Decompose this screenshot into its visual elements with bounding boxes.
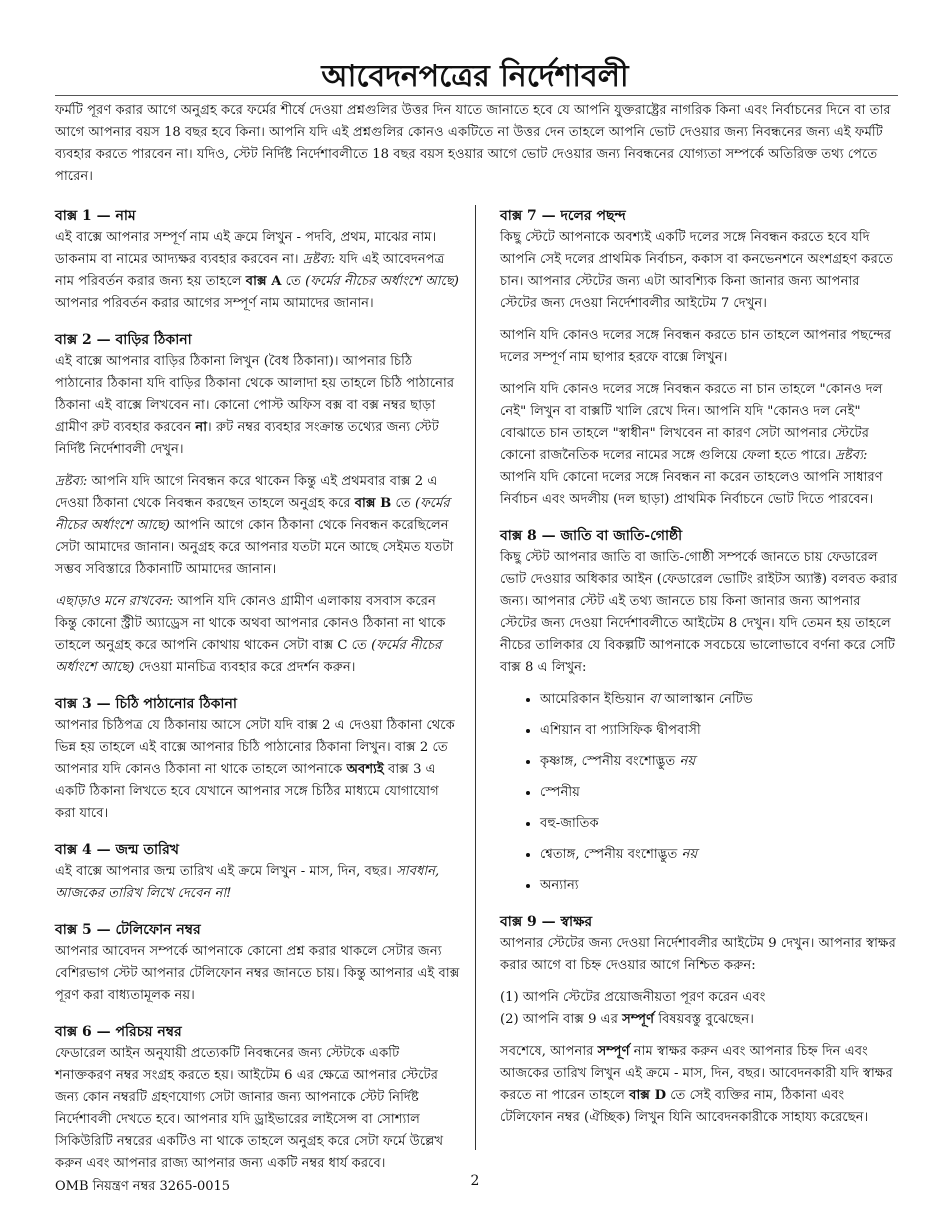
text-run: (ফর্মের নীচের অর্ধাংশে আছে): [55, 496, 450, 533]
text-run: বাক্স D: [629, 1088, 667, 1103]
text-run: ফর্মটি পূরণ করার আগে অনুগ্রহ করে ফর্মের শীর্ষে দেওয়া প্রশ্নগুলির উত্তর দিন যাতে জানাতে হবে যে আপনি যুক্তরাষ্ট্রের নাগরিক কিনা এবং নির্বাচনের দিনে বা তার আগে আপনার বয়স 18 বছর হবে কিনা। আপনি যদি এই প্রশ্নগুলির কোনও একটিতে না উত্তর দেন তাহলে আপনি ভোট দেওয়ার জন্য নিবন্ধনের জন্য এই ফর্মটি ব্যবহার করতে পারবেন না। যদিও, স্টেট নির্দিষ্ট নির্দেশাবলীতে 18 বছর বয়স হওয়ার আগে ভোট দেওয়ার জন্য নিবন্ধনের যোগ্যতা সম্পর্কে অতিরিক্ত তথ্য পেতে পারেন।: [55, 103, 891, 184]
left-column: [55, 205, 460, 1189]
text-run: কৃষ্ণাঙ্গ, স্পেনীয় বংশোদ্ভুত: [540, 754, 680, 769]
section-paragraph: [55, 715, 460, 825]
race-options-list: [500, 689, 898, 897]
section-box-right-1: [500, 525, 898, 897]
section-paragraph: [55, 471, 460, 581]
section-box-left-1: [55, 329, 460, 679]
text-run: এই বাক্সে আপনার সম্পূর্ণ নাম এই ক্রমে লিখুন - পদবি, প্রথম, মাঝের নাম। ডাকনাম বা নামের আদ্যক্ষর ব্যবহার করবেন না।: [55, 230, 437, 267]
text-run: ফেডারেল আইন অনুযায়ী প্রত্যেকটি নিবন্ধনের জন্য স্টেটকে একটি শনাক্তকরণ নম্বর সংগ্রহ করতে হয়। আইটেম 6 এর ক্ষেত্রে আপনার স্টেটের জন্য কোন নম্বরটি গ্রহণযোগ্য সেটা জানার জন্য আপনাকে স্টেট নির্দিষ্ট নির্দেশাবলী দেখতে হবে। আপনার যদি ড্রাইভারের লাইসেন্স বা সোশ্যাল সিকিউরিটি নম্বরের একটিও না থাকে তাহলে অনুগ্রহ করে সেটা ফর্মে উল্লেখ করুন এবং আপনার রাজ্য আপনার জন্য একটি নম্বর ধার্য করবে।: [55, 1046, 444, 1171]
text-run: বাক্স B: [354, 496, 392, 511]
text-run: কিছু স্টেটে আপনাকে অবশ্যই একটি দলের সঙ্গে নিবন্ধন করতে হবে যদি আপনি সেই দলের প্রাথমিক নির্বাচন, ককাস বা কনভেনশনে অংশগ্রহণ করতে চান। আপনার স্টেটের জন্য এটা আবশ্যিক কিনা জানার জন্য আপনার স্টেটের জন্য দেওয়া নির্দেশাবলীর আইটেম 7 দেখুন।: [500, 230, 894, 311]
list-item: [540, 875, 898, 897]
list-item: [540, 782, 898, 804]
section-box-left-5: [55, 1021, 460, 1175]
text-run: (ফর্মের নীচের অর্ধাংশে আছে): [55, 638, 442, 675]
section-paragraph: [55, 1043, 460, 1175]
text-run: (2) আপনি বাক্স 9 এর: [500, 1012, 623, 1027]
list-item: [540, 689, 898, 711]
section-paragraph: [500, 325, 898, 369]
text-run: এশিয়ান বা প্যাসিফিক দ্বীপবাসী: [540, 723, 701, 738]
text-run: নাম স্বাক্ষর করুন এবং আপনার চিহ্ন দিন এবং আজকের তারিখ লিখুন এই ক্রমে - মাস, দিন, বছর। আবেদনকারী যদি স্বাক্ষর করতে না পারেন তাহলে: [500, 1044, 893, 1103]
text-run: না: [195, 420, 208, 435]
text-run: (ফর্মের নীচের অর্ধাংশে আছে): [305, 274, 459, 289]
section-box-left-3: [55, 839, 460, 905]
text-run: সম্পূর্ণ: [622, 1012, 655, 1027]
text-run: আপনার চিঠিপত্র যে ঠিকানায় আসে সেটা যদি বাক্স 2 এ দেওয়া ঠিকানা থেকে ভিন্ন হয় তাহলে এই বাক্সে আপনার চিঠি পাঠানোর ঠিকানা লিখুন। বাক্স 2 তে আপনার যদি কোনও ঠিকানা না থাকে তাহলে আপনাকে: [55, 718, 455, 777]
list-item: [540, 720, 898, 742]
text-run: কিছু স্টেট আপনার জাতি বা জাতি-গোষ্ঠী সম্পর্কে জানতে চায় ফেডারেল ভোট দেওয়ার অধিকার আইন (ফেডারেল ভোটিং রাইটস অ্যাক্ট) বলবত করার জন্য। আপনার স্টেট এই তথ্য জানতে চায় কিনা জানার জন্য আপনার স্টেটের জন্য দেওয়া নির্দেশাবলীতে আইটেম 8 দেখুন। যদি তেমন হয় তাহলে নীচের তালিকার যে বিকল্পটি আপনাকে সবচেয়ে ভালোভাবে বর্ণনা করে সেটি বাক্স 8 এ লিখুন:: [500, 550, 898, 675]
text-run: অবশ্যই: [346, 762, 384, 777]
text-run: । রুট নম্বর ব্যবহার সংক্রান্ত তথ্যের জন্য স্টেট নির্দিষ্ট নির্দেশাবলী দেখুন।: [55, 420, 439, 457]
list-item: [540, 844, 898, 866]
section-paragraph: [500, 547, 898, 679]
section-paragraph: [500, 1041, 898, 1129]
text-run: দ্রষ্টব্য:: [835, 448, 868, 463]
text-run: আমেরিকান ইন্ডিয়ান: [540, 692, 649, 707]
text-run: স্পেনীয়: [540, 785, 580, 800]
text-run: এছাড়াও মনে রাখবেন:: [55, 594, 174, 609]
text-run: আপনি যদি আগে নিবন্ধন করে থাকেন কিন্তু এই প্রথমবার বাক্স 2 এ দেওয়া ঠিকানা থেকে নিবন্ধন করছেন তাহলে অনুগ্রহ করে: [55, 474, 438, 511]
section-heading: বাক্স 5 — টেলিফোন নম্বর: [55, 922, 201, 938]
text-run: নয়: [681, 847, 698, 862]
section-heading: বাক্স 8 — জাতি বা জাতি-গোষ্ঠী: [500, 528, 683, 544]
section-heading: বাক্স 7 — দলের পছন্দ: [500, 208, 626, 224]
column-divider: [475, 205, 476, 1150]
text-run: তে সেই ব্যক্তির নাম, ঠিকানা এবং টেলিফোন নম্বর (ঐচ্ছিক) লিখুন যিনি আবেদনকারীকে সাহায্য করেছেন।: [500, 1088, 869, 1125]
text-run: শ্বেতাঙ্গ, স্পেনীয় বংশোদ্ভুত: [540, 847, 682, 862]
section-box-right-2: [500, 911, 898, 1129]
list-item: [540, 813, 898, 835]
intro-paragraph: [55, 100, 898, 188]
section-heading: বাক্স 3 — চিঠি পাঠানোর ঠিকানা: [55, 696, 237, 712]
section-box-left-0: [55, 205, 460, 315]
text-run: আপনার পরিবর্তন করার আগের সম্পূর্ণ নাম আমাদের জানান।: [55, 296, 374, 311]
text-run: বাক্স 3 এ একটি ঠিকানা লিখতে হবে যেখানে আপনার সঙ্গে চিঠির মাধ্যমে যোগাযোগ করা যাবে।: [55, 762, 439, 821]
text-run: এই বাক্সে আপনার বাড়ির ঠিকানা লিখুন (বৈধ ঠিকানা)। আপনার চিঠি পাঠানোর ঠিকানা যদি বাড়ির ঠিকানা থেকে আলাদা হয় তাহলে চিঠি পাঠানোর ঠিকানা এই বাক্সে লিখবেন না। কোনো পোস্ট অফিস বক্স বা বক্স নম্বর ছাড়া গ্রামীণ রুট ব্যবহার করবেন: [55, 354, 455, 435]
right-column: [500, 205, 898, 1143]
text-run: আপনার আবেদন সম্পর্কে আপনাকে কোনো প্রশ্ন করার থাকলে সেটার জন্য বেশিরভাগ স্টেট আপনার টেলিফোন নম্বর জানতে চায়। কিন্তু আপনার এই বাক্স পূরণ করা বাধ্যতামূলক নয়।: [55, 944, 460, 1003]
text-run: নয়: [679, 754, 696, 769]
text-run: অন্যান্য: [540, 878, 579, 893]
list-item: [540, 751, 898, 773]
text-run: আপনি যদি কোনও দলের সঙ্গে নিবন্ধন করতে না চান তাহলে "কোনও দল নেই" লিখুন বা বাক্সটি খালি রেখে দিন। আপনি যদি "কোনও দল নেই" বোঝাতে চান তাহলে "স্বাধীন" লিখবেন না কারণ সেটা আপনার স্টেটের কোনো রাজনৈতিক দলের নামের সঙ্গে গুলিয়ে ফেলা হতে পারে।: [500, 382, 883, 463]
section-paragraph: [500, 227, 898, 315]
section-heading: বাক্স 6 — পরিচয় নম্বর: [55, 1024, 182, 1040]
section-paragraph: [55, 861, 460, 905]
text-run: (1) আপনি স্টেটের প্রয়োজনীয়তা পূরণ করেন এবং: [500, 990, 766, 1005]
omb-number: OMB নিয়ন্ত্রণ নম্বর 3265-0015: [55, 1179, 231, 1194]
section-paragraph: [500, 987, 898, 1031]
text-run: এই বাক্সে আপনার জন্ম তারিখ এই ক্রমে লিখুন - মাস, দিন, বছর।: [55, 864, 397, 879]
text-run: বিষয়বস্তু বুঝেছেন।: [654, 1012, 754, 1027]
text-run: বহু-জাতিক: [540, 816, 599, 831]
section-box-right-0: [500, 205, 898, 511]
text-run: বা: [648, 692, 661, 707]
page-number: 2: [470, 1173, 480, 1189]
section-heading: বাক্স 2 — বাড়ির ঠিকানা: [55, 332, 192, 348]
text-run: দ্রষ্টব্য:: [55, 474, 88, 489]
text-run: তে: [281, 274, 306, 289]
text-run: আপনি যদি কোনো দলের সঙ্গে নিবন্ধন না করেন তাহলেও আপনি সাধারণ নির্বাচন এবং অদলীয় (দল ছাড়া) প্রাথমিক নির্বাচনে ভোট দিতে পারবেন।: [500, 470, 883, 507]
section-heading: বাক্স 4 — জন্ম তারিখ: [55, 842, 179, 858]
section-paragraph: [500, 933, 898, 977]
section-paragraph: [500, 379, 898, 511]
text-run: আপনি যদি কোনও দলের সঙ্গে নিবন্ধন করতে চান তাহলে আপনার পছন্দের দলের সম্পূর্ণ নাম ছাপার হরফে বাক্সে লিখুন।: [500, 328, 892, 365]
text-run: সম্পূর্ণ: [597, 1044, 630, 1059]
text-run: সাবধান, আজকের তারিখ লিখে দেবেন না!: [55, 864, 440, 901]
section-paragraph: [55, 941, 460, 1007]
section-heading: বাক্স 9 — স্বাক্ষর: [500, 914, 593, 930]
text-run: দ্রষ্টব্য:: [302, 252, 336, 267]
text-run: যদি এই আবেদনপত্র নাম পরিবর্তন করার জন্য হয় তাহলে: [55, 252, 445, 289]
section-heading: বাক্স 1 — নাম: [55, 208, 136, 224]
text-run: বাক্স A: [245, 274, 282, 289]
text-run: তে: [391, 496, 415, 511]
section-box-left-2: [55, 693, 460, 825]
section-paragraph: [55, 227, 460, 315]
text-run: আপনার স্টেটের জন্য দেওয়া নির্দেশাবলীর আইটেম 9 দেখুন। আপনার স্বাক্ষর করার আগে বা চিহ্ন দেওয়ার আগে নিশ্চিত করুন:: [500, 936, 896, 973]
page-title: আবেদনপত্রের নির্দেশাবলী: [321, 59, 629, 94]
text-run: আপনি আগে কোন ঠিকানা থেকে নিবন্ধন করেছিলেন সেটা আমাদের জানান। অনুগ্রহ করে আপনার যতটা মনে আছে সেইমত যতটা সম্ভব সবিস্তারে ঠিকানাটি আমাদের জানান।: [55, 518, 454, 577]
text-run: দেওয়া মানচিত্র ব্যবহার করে প্রদর্শন করুন।: [134, 660, 356, 675]
title-rule: [55, 95, 898, 96]
text-run: সবশেষে, আপনার: [500, 1044, 598, 1059]
section-paragraph: [55, 351, 460, 461]
section-box-left-4: [55, 919, 460, 1007]
text-run: আলাস্কান নেটিভ: [660, 692, 753, 707]
text-run: আপনি যদি কোনও গ্রামীণ এলাকায় বসবাস করেন কিন্তু কোনো স্ট্রীট অ্যাড্রেস না থাকে অথবা আপনার কোনও ঠিকানা না থাকে তাহলে অনুগ্রহ করে আপনি কোথায় থাকেন সেটা বাক্স C তে: [55, 594, 446, 653]
section-paragraph: [55, 591, 460, 679]
